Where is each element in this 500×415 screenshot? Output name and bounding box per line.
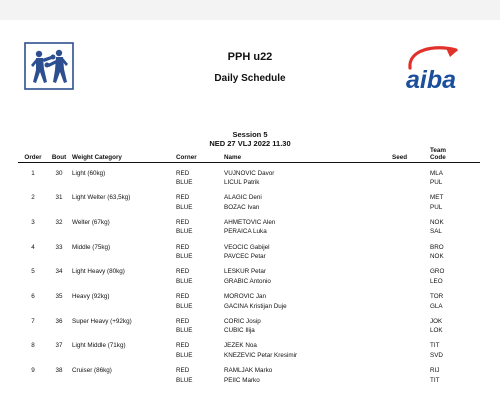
cell-corner: RED	[176, 169, 190, 177]
cell-name: GACINA Kristijan Duje	[224, 302, 287, 310]
cell-seed	[390, 218, 428, 228]
col-seed: Seed	[390, 146, 428, 163]
cell-bout	[48, 376, 70, 386]
cell-seed	[390, 169, 428, 179]
cell-corner: BLUE	[176, 179, 193, 187]
cell-name: PEIIC Marko	[224, 376, 260, 384]
cell-corner: RED	[176, 342, 190, 350]
cell-corner: RED	[176, 317, 190, 325]
col-weight-category: Weight Category	[70, 146, 174, 163]
cell-bout	[48, 203, 70, 213]
cell-seed	[390, 376, 428, 386]
document-subtitle: Daily Schedule	[214, 73, 286, 84]
cell-corner: RED	[176, 243, 190, 251]
cell-weight: Middle (75kg)	[72, 243, 111, 251]
cell-name: CUBIC Ilija	[224, 327, 255, 335]
cell-weight	[70, 376, 174, 386]
table-row-red	[18, 366, 480, 376]
cell-order	[18, 227, 48, 237]
aiba-logo-text: aiba	[406, 66, 457, 92]
cell-bout: 37	[55, 342, 63, 350]
cell-weight	[70, 178, 174, 188]
cell-team: TOR	[430, 292, 444, 300]
col-corner: Corner	[174, 146, 222, 163]
cell-team: GRO	[430, 268, 445, 276]
cell-team: GLA	[430, 302, 443, 310]
cell-seed	[390, 351, 428, 361]
cell-name: GRABIC Antonio	[224, 277, 271, 285]
cell-seed	[390, 277, 428, 287]
cell-seed	[390, 292, 428, 302]
table-row-blue	[18, 326, 480, 336]
cell-corner: BLUE	[176, 277, 193, 285]
cell-order: 8	[31, 342, 35, 350]
table-row-red	[18, 267, 480, 277]
cell-team: SAL	[430, 228, 442, 236]
cell-bout: 38	[55, 367, 63, 374]
table-row-red	[18, 243, 480, 253]
table-row-blue	[18, 203, 480, 213]
cell-seed	[390, 341, 428, 351]
cell-team: MET	[430, 194, 444, 202]
cell-bout	[48, 302, 70, 312]
cell-bout: 32	[55, 218, 63, 226]
cell-name: LICUL Patrik	[224, 179, 260, 187]
cell-weight: Light Middle (71kg)	[72, 342, 126, 350]
cell-weight	[70, 351, 174, 361]
cell-corner: BLUE	[176, 327, 193, 335]
cell-seed	[390, 178, 428, 188]
cell-seed	[390, 366, 428, 376]
cell-seed	[390, 326, 428, 336]
cell-corner: RED	[176, 218, 190, 226]
table-row-red	[18, 341, 480, 351]
cell-order	[18, 326, 48, 336]
cell-team: TIT	[430, 376, 440, 384]
cell-team: RIJ	[430, 367, 440, 374]
table-row-red	[18, 317, 480, 327]
cell-name: PERAICA Luka	[224, 228, 267, 236]
cell-name: LESKUR Petar	[224, 268, 266, 276]
table-row-red	[18, 193, 480, 203]
cell-order	[18, 277, 48, 287]
cell-team: JOK	[430, 317, 443, 325]
cell-seed	[390, 203, 428, 213]
session-label: Session 5	[232, 130, 268, 139]
cell-bout	[48, 178, 70, 188]
cell-order	[18, 302, 48, 312]
cell-team: TIT	[430, 342, 440, 350]
cell-weight	[70, 326, 174, 336]
cell-corner: RED	[176, 292, 190, 300]
cell-weight: Light Welter (63,5kg)	[72, 194, 131, 202]
cell-bout: 36	[55, 317, 63, 325]
table-row-blue	[18, 351, 480, 361]
cell-order	[18, 178, 48, 188]
table-row-blue	[18, 178, 480, 188]
cell-name: PAVCEC Petar	[224, 253, 266, 261]
cell-order: 6	[31, 292, 35, 300]
cell-seed	[390, 243, 428, 253]
cell-order: 5	[31, 268, 35, 276]
cell-corner: RED	[176, 268, 190, 276]
cell-order: 9	[31, 367, 35, 374]
cell-order: 4	[31, 243, 35, 251]
cell-bout: 34	[55, 268, 63, 276]
cell-weight: Welter (67kg)	[72, 218, 110, 226]
aiba-logo	[400, 42, 478, 92]
table-row-red	[18, 292, 480, 302]
cell-name: CORIC Josip	[224, 317, 261, 325]
cell-bout: 30	[55, 169, 63, 177]
col-name: Name	[222, 146, 390, 163]
cell-bout	[48, 326, 70, 336]
cell-corner: BLUE	[176, 302, 193, 310]
cell-bout: 35	[55, 292, 63, 300]
cell-seed	[390, 302, 428, 312]
table-header-row	[18, 146, 480, 163]
cell-team: SVD	[430, 351, 443, 359]
cell-weight	[70, 227, 174, 237]
table-row-blue	[18, 376, 480, 386]
cell-weight	[70, 277, 174, 287]
cell-bout	[48, 277, 70, 287]
cell-team: PUL	[430, 179, 443, 187]
session-datetime: NED 27 VLJ 2022 11.30	[209, 139, 291, 148]
cell-name: VUJNOVIC Davor	[224, 169, 275, 177]
cell-corner: BLUE	[176, 253, 193, 261]
table-row-red	[18, 169, 480, 179]
cell-seed	[390, 317, 428, 327]
cell-name: KNEZEVIC Petar Kresimir	[224, 351, 298, 359]
cell-name: AHMETOVIC Alen	[224, 218, 276, 226]
cell-name: RAMLJAK Marko	[224, 367, 273, 374]
table-row-blue	[18, 227, 480, 237]
cell-name: VEOCIC Gabijel	[224, 243, 270, 251]
cell-name: ALAGIC Deni	[224, 194, 262, 202]
cell-bout: 31	[55, 194, 63, 202]
cell-team: NOK	[430, 253, 444, 261]
cell-corner: RED	[176, 194, 190, 202]
col-bout: Bout	[48, 146, 70, 163]
cell-bout	[48, 252, 70, 262]
cell-weight	[70, 203, 174, 213]
table-row-red	[18, 218, 480, 228]
cell-weight	[70, 252, 174, 262]
cell-weight: Cruiser (86kg)	[72, 367, 112, 374]
cell-team: NOK	[430, 218, 444, 226]
cell-order	[18, 203, 48, 213]
cell-order	[18, 376, 48, 386]
cell-team: MLA	[430, 169, 443, 177]
col-team-code: Team Code	[428, 146, 480, 163]
cell-order: 3	[31, 218, 35, 226]
cell-team: LEO	[430, 277, 443, 285]
schedule-table	[18, 146, 480, 385]
cell-corner: BLUE	[176, 376, 193, 384]
cell-order: 1	[31, 169, 35, 177]
cell-bout	[48, 351, 70, 361]
cell-order	[18, 351, 48, 361]
cell-seed	[390, 267, 428, 277]
cell-team: BRO	[430, 243, 444, 251]
cell-weight	[70, 302, 174, 312]
cell-bout	[48, 227, 70, 237]
cell-weight: Super Heavy (+92kg)	[72, 317, 132, 325]
cell-order: 7	[31, 317, 35, 325]
cell-seed	[390, 193, 428, 203]
col-order: Order	[18, 146, 48, 163]
cell-name: JEZEK Noa	[224, 342, 257, 350]
table-row-blue	[18, 302, 480, 312]
cell-team: PUL	[430, 203, 443, 211]
cell-bout: 33	[55, 243, 63, 251]
table-row-blue	[18, 277, 480, 287]
table-row-blue	[18, 252, 480, 262]
cell-weight: Heavy (92kg)	[72, 292, 110, 300]
document-title: PPH u22	[227, 51, 273, 63]
schedule-page	[0, 20, 500, 415]
cell-corner: BLUE	[176, 203, 193, 211]
cell-name: BOZAC Ivan	[224, 203, 260, 211]
cell-corner: BLUE	[176, 351, 193, 359]
cell-weight: Light (60kg)	[72, 169, 106, 177]
cell-order	[18, 252, 48, 262]
cell-team: LOK	[430, 327, 443, 335]
cell-order: 2	[31, 194, 35, 202]
cell-corner: BLUE	[176, 228, 193, 236]
cell-name: MOROVIC Jan	[224, 292, 266, 300]
cell-corner: RED	[176, 367, 190, 374]
cell-seed	[390, 227, 428, 237]
cell-weight: Light Heavy (80kg)	[72, 268, 125, 276]
cell-seed	[390, 252, 428, 262]
